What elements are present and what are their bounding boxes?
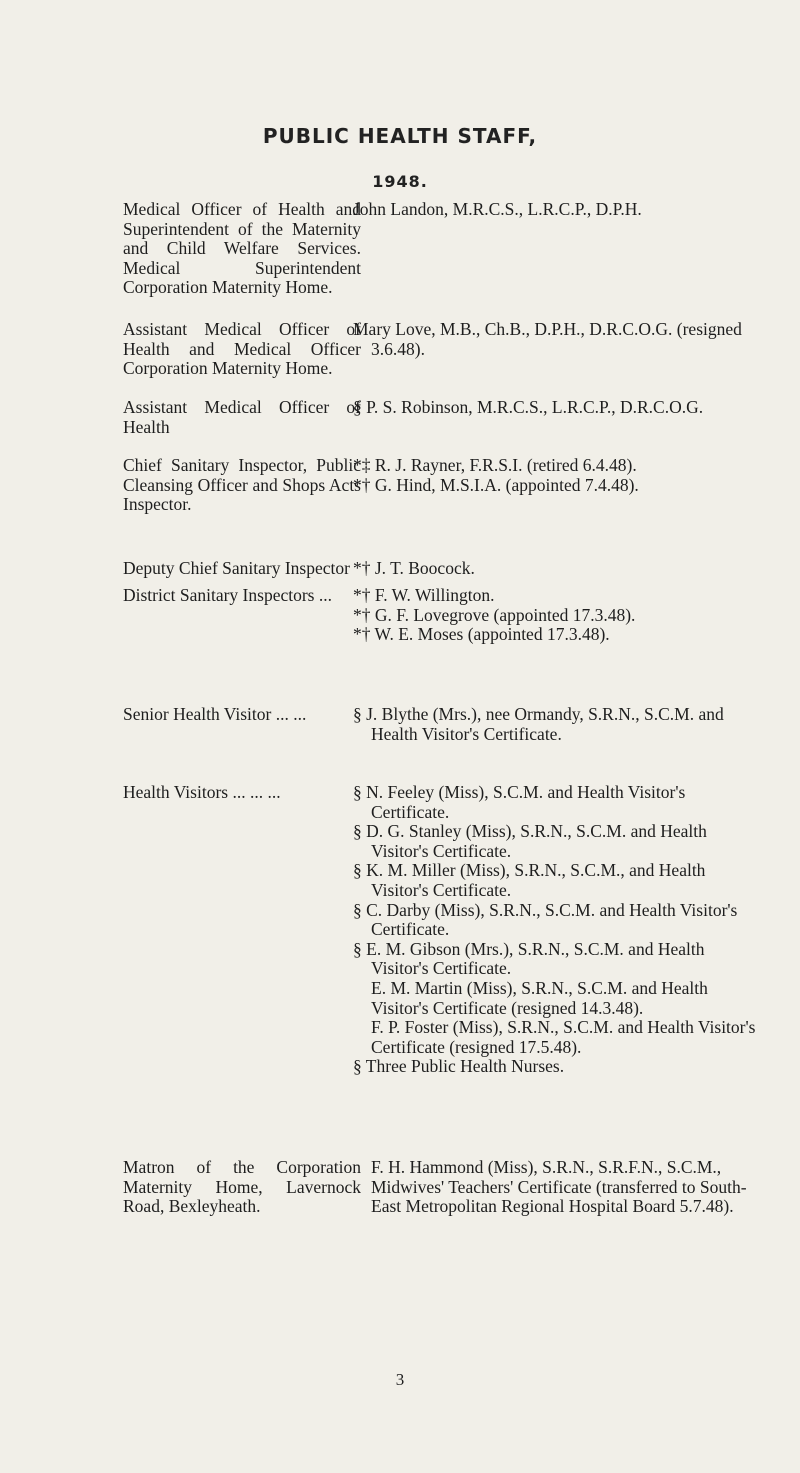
staff-holder: F. P. Foster (Miss), S.R.N., S.C.M. and Health Visitor's Certificate (resigned 17.5.48). <box>371 1017 756 1057</box>
staff-holders <box>353 200 763 220</box>
staff-holder: *† W. E. Moses (appointed 17.3.48). <box>353 624 610 645</box>
staff-role: District Sanitary Inspectors ... <box>123 585 332 605</box>
staff-holder: § K. M. Miller (Miss), S.R.N., S.C.M., and Health Visitor's Certificate. <box>353 860 706 900</box>
staff-holder: § E. M. Gibson (Mrs.), S.R.N., S.C.M. and Health Visitor's Certificate. <box>353 938 705 979</box>
staff-holders <box>353 559 763 579</box>
staff-holder: § P. S. Robinson, M.R.C.S., L.R.C.P., D.R.C.O.G. <box>353 397 704 417</box>
staff-role: Medical Officer of Health and Superintendent of the Maternity and Child Welfare Services. Medical Superintendent Corporation Maternity Home. <box>123 199 361 298</box>
staff-holder: John Landon, M.R.C.S., L.R.C.P., D.P.H. <box>353 199 642 219</box>
staff-holder: *‡ R. J. Rayner, F.R.S.I. (retired 6.4.48). <box>353 455 637 475</box>
staff-role: Assistant Medical Officer of Health <box>123 397 361 437</box>
staff-holder: E. M. Martin (Miss), S.R.N., S.C.M. and Health Visitor's Certificate (resigned 14.3.48). <box>371 977 708 1018</box>
staff-role: Health Visitors ... ... ... <box>123 782 281 802</box>
staff-holders <box>353 456 763 495</box>
staff-role: Assistant Medical Officer of Health and Medical Officer Corporation Maternity Home. <box>123 319 361 379</box>
staff-role: Senior Health Visitor ... ... <box>123 704 307 724</box>
staff-holder: § C. Darby (Miss), S.R.N., S.C.M. and Health Visitor's Certificate. <box>353 899 738 940</box>
staff-holders <box>353 1158 763 1217</box>
staff-holders <box>353 320 763 359</box>
staff-holder: Mary Love, M.B., Ch.B., D.P.H., D.R.C.O.G. (resigned 3.6.48). <box>353 319 742 359</box>
staff-holders <box>353 705 763 744</box>
page-year: 1948. <box>372 172 428 191</box>
staff-holder: § D. G. Stanley (Miss), S.R.N., S.C.M. and Health Visitor's Certificate. <box>353 821 707 861</box>
staff-role: Deputy Chief Sanitary Inspector <box>123 558 350 578</box>
staff-holder: *† J. T. Boocock. <box>353 558 475 578</box>
staff-holder: § Three Public Health Nurses. <box>353 1056 565 1077</box>
staff-role: Matron of the Corporation Maternity Home, Lavernock Road, Bexleyheath. <box>123 1157 361 1217</box>
staff-role: Chief Sanitary Inspector, Public Cleansing Officer and Shops Acts Inspector. <box>123 455 361 515</box>
staff-holder: *† G. Hind, M.S.I.A. (appointed 7.4.48). <box>353 474 639 495</box>
staff-holders <box>353 783 763 1077</box>
staff-holders <box>353 398 763 418</box>
page-title: PUBLIC HEALTH STAFF, <box>262 124 538 148</box>
staff-holders <box>353 586 763 645</box>
staff-holder: F. H. Hammond (Miss), S.R.N., S.R.F.N., S.C.M., Midwives' Teachers' Certificate (transferred to South-East Metropolitan Regional Hospital Board 5.7.48). <box>371 1157 747 1217</box>
staff-holder: *† G. F. Lovegrove (appointed 17.3.48). <box>353 604 636 625</box>
staff-holder: *† F. W. Willington. <box>353 585 495 605</box>
staff-holder: § N. Feeley (Miss), S.C.M. and Health Visitor's Certificate. <box>353 782 686 822</box>
page-number: 3 <box>395 1370 405 1389</box>
staff-holder: § J. Blythe (Mrs.), nee Ormandy, S.R.N., S.C.M. and Health Visitor's Certificate. <box>353 704 724 744</box>
